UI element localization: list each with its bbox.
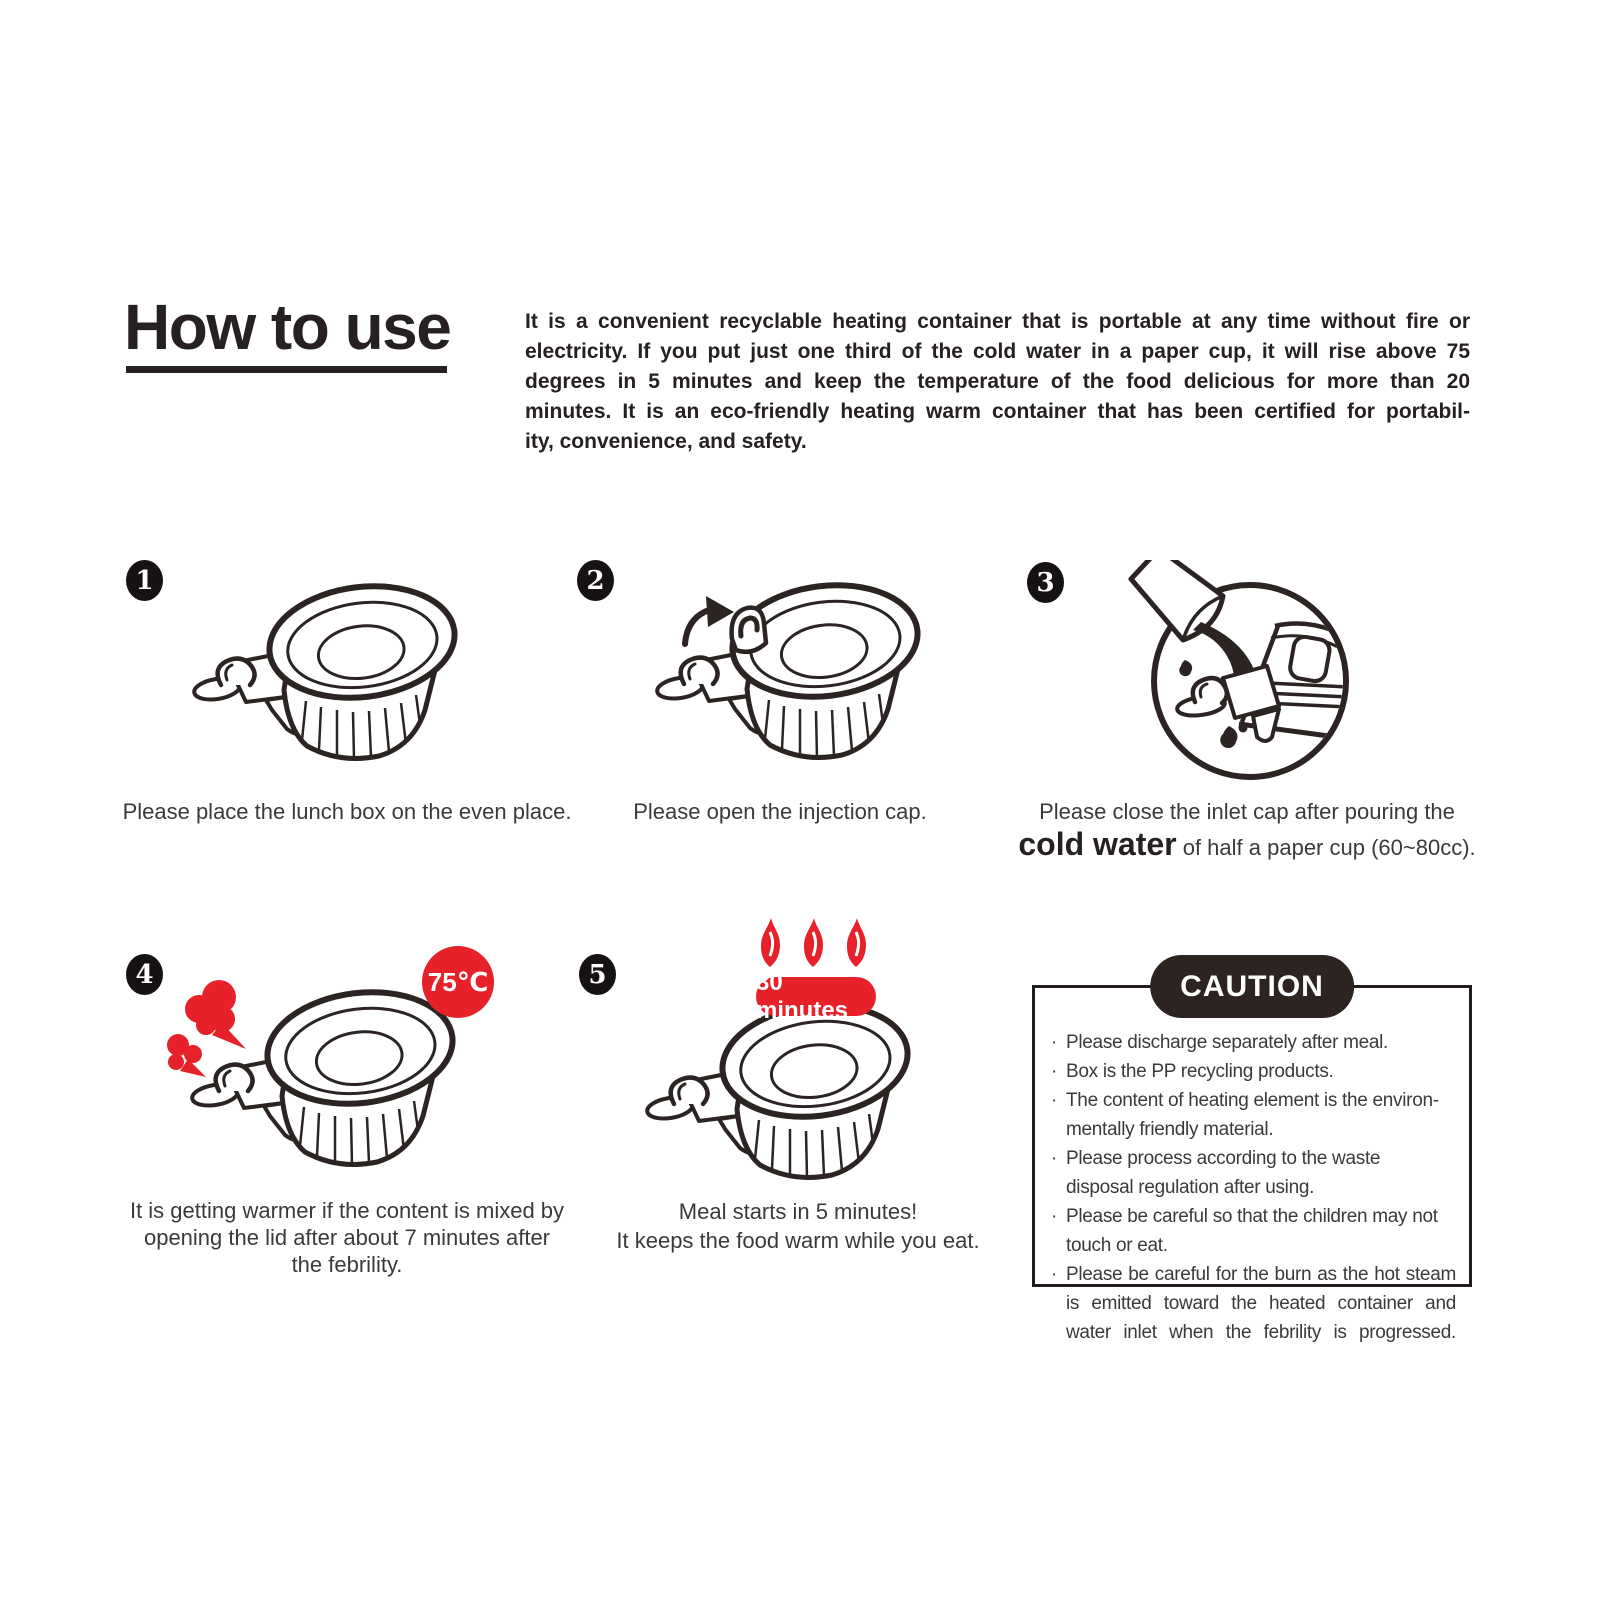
intro-line: electricity. If you put just one third of the cold water in a paper cup, it will rise above 75 (525, 340, 1470, 363)
bullet: · (1051, 1090, 1058, 1111)
intro-line: It is a convenient recyclable heating container that is portable at any time without fire or (525, 310, 1470, 333)
caution-item: · Please be careful for the burn as the hot steam is emitted toward the heated container and water inlet when the febrility is progressed. (1051, 1260, 1456, 1347)
step1-caption: Please place the lunch box on the even place. (122, 799, 572, 824)
intro-line: degrees in 5 minutes and keep the temperature of the food delicious for more than 20 (525, 370, 1470, 393)
step2-open-cap-arrow-icon (635, 543, 780, 668)
step2-caption: Please open the injection cap. (633, 799, 927, 824)
caution-item: · Box is the PP recycling products. (1051, 1057, 1456, 1086)
caution-item: · The content of heating element is the environ- mentally friendly material. (1051, 1086, 1456, 1144)
bullet: · (1051, 1206, 1058, 1227)
caution-item: · Please discharge separately after meal. (1051, 1028, 1456, 1057)
step1-container-illustration (190, 568, 470, 768)
caution-title-badge: CAUTION (1150, 955, 1354, 1018)
step3-pour-water-illustration (1105, 560, 1395, 792)
caution-item: · Please process according to the waste disposal regulation after using. (1051, 1144, 1456, 1202)
caution-list (1051, 1028, 1456, 1347)
step3-number-badge: 3 (1027, 562, 1064, 603)
step3-caption-line2: cold water of half a paper cup (60~80cc). (1018, 826, 1476, 862)
intro-line: ity, convenience, and safety. (525, 430, 807, 453)
step5-number-badge: 5 (579, 954, 616, 995)
step3-caption-line1: Please close the inlet cap after pouring the (1039, 799, 1455, 824)
bullet: · (1051, 1264, 1058, 1285)
duration-badge: 30 minutes (756, 977, 876, 1016)
caution-item: · Please be careful so that the children may not touch or eat. (1051, 1202, 1456, 1260)
page-title: How to use (124, 291, 451, 363)
temperature-badge: 75℃ (422, 946, 494, 1018)
title-underline (126, 366, 447, 373)
step3-caption (1017, 798, 1477, 862)
bullet: · (1051, 1061, 1058, 1082)
step5-heat-flames-icon (758, 918, 870, 972)
caution-box (1032, 969, 1472, 1343)
bullet: · (1051, 1032, 1058, 1053)
step5-caption: Meal starts in 5 minutes! It keeps the food warm while you eat. (616, 1199, 980, 1253)
intro-line: minutes. It is an eco-friendly heating warm container that has been certified for portabil- (525, 400, 1470, 423)
step4-caption: It is getting warmer if the content is mixed by opening the lid after about 7 minutes after the febrility. (129, 1198, 565, 1277)
step4-number-badge: 4 (126, 954, 163, 995)
cold-water-emphasis: cold water (1018, 826, 1177, 862)
intro-paragraph (525, 307, 1470, 457)
step2-number-badge: 2 (577, 560, 614, 601)
step4-steam-icon (162, 975, 257, 1090)
step1-number-badge: 1 (126, 560, 163, 601)
bullet: · (1051, 1148, 1058, 1169)
